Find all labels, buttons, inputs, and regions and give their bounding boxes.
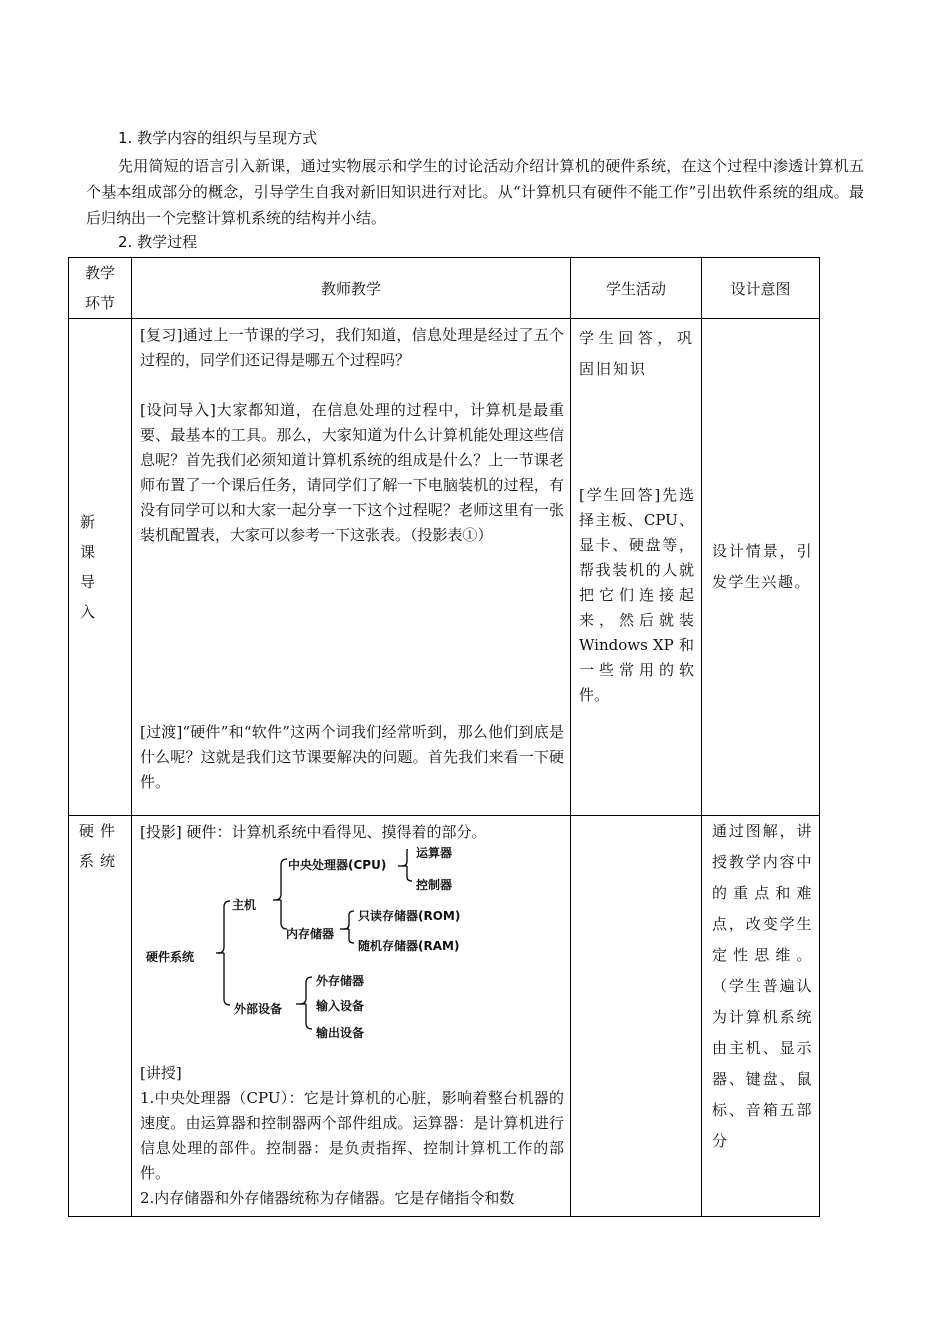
- lesson-process-table: [68, 257, 820, 1217]
- node-hardware-system: 硬件系统: [146, 950, 195, 964]
- brace-root-upper: [218, 901, 230, 953]
- header-intent: 设计意图: [702, 258, 820, 319]
- node-alu: 运算器: [416, 846, 453, 860]
- header-teacher: 教师教学: [132, 258, 571, 319]
- header-stage-label: 教学环节: [84, 264, 115, 312]
- node-output-devices: 输出设备: [316, 1026, 365, 1040]
- node-input-devices: 输入设备: [316, 999, 365, 1013]
- stage-label: 新课导入: [80, 513, 102, 621]
- header-stage: [69, 258, 132, 319]
- student-answer-2: [学生回答]先选择主板、CPU、显卡、硬盘等，帮我装机的人就把它们连接起来，然后就装 Windows XP 和一些常用的软件。: [579, 486, 694, 704]
- teacher-cell: [132, 319, 571, 816]
- node-controller: 控制器: [416, 878, 453, 892]
- brace-cpu-upper: [402, 849, 412, 866]
- teacher-projection: [投影] 硬件：计算机系统中看得见、摸得着的部分。: [140, 823, 487, 841]
- table-row: [69, 816, 820, 1217]
- intent-cell: [702, 816, 820, 1217]
- brace-ext-upper: [300, 977, 312, 1004]
- intent-text: 通过图解，讲授教学内容中的重点和难点，改变学生定性思维。（学生普遍认为计算机系统由主机、显示器、键盘、鼠标、音箱五部分: [712, 822, 813, 1150]
- brace-ext-lower: [306, 1004, 312, 1029]
- node-external-storage: 外存储器: [316, 974, 365, 988]
- teacher-review: [复习]通过上一节课的学习，我们知道，信息处理是经过了五个过程的，同学们还记得是哪五个过程吗？: [140, 326, 564, 369]
- node-ram: 随机存储器(RAM): [358, 939, 460, 953]
- teacher-transition: [过渡]“硬件”和“软件”这两个词我们经常听到，那么他们到底是什么呢？这就是我们这节课要解决的问题。首先我们来看一下硬件。: [140, 723, 564, 791]
- student-cell: [571, 816, 702, 1217]
- node-rom: 只读存储器(ROM): [358, 909, 461, 923]
- teacher-lecture-cpu: 1.中央处理器（CPU）：它是计算机的心脏，影响着整台机器的速度。由运算器和控制器两个部件组成。运算器：是计算机进行信息处理的部件。控制器：是负责指挥、控制计算机工作的部件。: [140, 1089, 564, 1182]
- section-heading-2: 2. 教学过程: [118, 233, 198, 251]
- stage-cell: [69, 319, 132, 816]
- section-heading-1: 1. 教学内容的组织与呈现方式: [118, 129, 318, 147]
- brace-mem-upper: [344, 911, 354, 929]
- node-host: 主机: [232, 898, 257, 912]
- student-answer-1: 学生回答，巩固旧知识: [579, 329, 694, 378]
- brace-root-lower: [224, 953, 230, 1005]
- student-cell: [571, 319, 702, 816]
- intent-cell: [702, 319, 820, 816]
- node-cpu: 中央处理器(CPU): [288, 858, 387, 872]
- brace-host-upper: [275, 859, 287, 900]
- teacher-question: [设问导入]大家都知道，在信息处理的过程中，计算机是最重要、最基本的工具。那么，大家知道为什么计算机能处理这些信息呢？首先我们必须知道计算机系统的组成是什么？上一节课老师布置了一个课后任务，请同学们了解一下电脑装机的过程，有没有同学可以和大家一起分享一下这个过程呢？老师这里有一张装机配置表，大家可以参考一下这张表。（投影表①）: [140, 401, 564, 544]
- intro-paragraph: 先用简短的语言引入新课，通过实物展示和学生的讨论活动介绍计算机的硬件系统，在这个过程中渗透计算机五个基本组成部分的概念，引导学生自我对新旧知识进行对比。从“计算机只有硬件不能工作”引出软件系统的组成。最后归纳出一个完整计算机系统的结构并小结。: [86, 157, 864, 227]
- node-internal-memory: 内存储器: [286, 927, 335, 941]
- header-student: 学生活动: [571, 258, 702, 319]
- table-row: [69, 319, 820, 816]
- brace-cpu-lower: [407, 866, 412, 881]
- node-peripherals: 外部设备: [234, 1002, 283, 1016]
- teacher-cell: [132, 816, 571, 1217]
- intent-text: 设计情景，引发学生兴趣。: [712, 542, 813, 591]
- table-header-row: [69, 258, 820, 319]
- brace-mem-lower: [349, 929, 354, 943]
- hardware-tree-diagram: [140, 846, 564, 1057]
- teacher-lecture-storage: 2.内存储器和外存储器统称为存储器。它是存储指令和数: [140, 1189, 515, 1207]
- stage-label: 硬件系统: [79, 822, 122, 870]
- teacher-lecture-label: [讲授]: [140, 1064, 182, 1082]
- stage-cell: [69, 816, 132, 1217]
